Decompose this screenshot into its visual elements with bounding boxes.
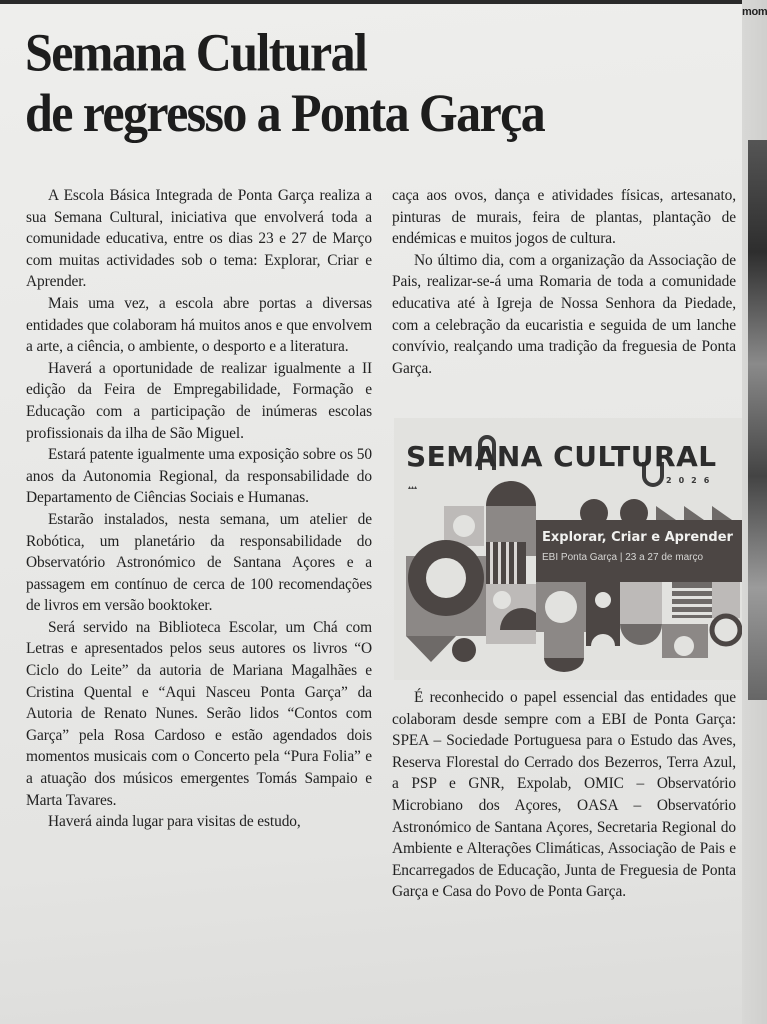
poster-title: SEMANA CULTURAL xyxy=(406,440,717,473)
paragraph: Haverá a oportunidade de realizar igualmente a II edição da Feira de Empregabilidade, Formação e Educação com a participação de inúmeras escolas profissionais da ilha de São Miguel. xyxy=(26,359,372,442)
paragraph: Será servido na Biblioteca Escolar, um Chá com Letras e apresentados pelos seus autores os livros “O Ciclo do Leite” da autoria de Mariana Magalhães e Cristina Quental e “Aqui Nasceu Ponta Garça” da Autoria de Renato Nunes. Serão lidos “Contos com Garça” pela Rosa Cardoso e estão agendados dois momentos musicais com o Concerto pela “Pura Folia” e a atuação dos músicos emergentes Tomás Sampaio e Marta Tavares. xyxy=(26,618,372,809)
adjacent-page-photo xyxy=(748,140,767,700)
adjacent-page-text-snippet: mom xyxy=(742,6,767,18)
poster-details: EBI Ponta Garça | 23 a 27 de março xyxy=(542,552,704,563)
paragraph: Estarão instalados, nesta semana, um atelier de Robótica, um planetário da responsabilidade do Observatório Astronómico de Santana Açores e a passagem em contínuo de cerca de 100 recomendações de livros em versão booktoker. xyxy=(26,510,372,615)
event-poster-image xyxy=(394,418,744,680)
paragraph: No último dia, com a organização da Associação de Pais, realizar-se-á uma Romaria de toda a comunidade educativa até à Igreja de Nossa Senhora da Piedade, com a celebração da eucaristia e seguida de um lanche convívio, realçando uma tradição da freguesia de Ponta Garça. xyxy=(392,251,736,377)
paragraph: É reconhecido o papel essencial das entidades que colaboram desde sempre com a EBI de Ponta Garça: SPEA – Sociedade Portuguesa para o Estudo das Aves, Reserva Florestal do Cerrado dos Bezerros, Terra Azul, a PSP e GNR, Expolab, OMIC – Observatório Microbiano dos Açores, OASA – Observatório Astronómico de Santana Açores, Secretaria Regional do Ambiente e Alterações Climáticas, Associação de Pais e Encarregados de Educação, Junta de Freguesia de Ponta Garça e Casa do Povo de Ponta Garça. xyxy=(392,689,736,901)
paragraph: Mais uma vez, a escola abre portas a diversas entidades que colaboram há muitos anos e que envolvem a arte, a ciência, o ambiente, o desporto e a literatura. xyxy=(26,294,372,356)
article-column-right-top xyxy=(392,185,736,379)
headline-line-2: de regresso a Ponta Garça xyxy=(25,82,545,143)
headline-line-1: Semana Cultural xyxy=(25,22,367,83)
poster-tagline: Explorar, Criar e Aprender xyxy=(542,530,733,545)
newspaper-page xyxy=(0,4,742,1024)
poster-year: 2026 xyxy=(666,476,717,485)
article-column-right-bottom xyxy=(392,687,736,903)
paragraph: Haverá ainda lugar para visitas de estudo, xyxy=(48,813,301,831)
paragraph: A Escola Básica Integrada de Ponta Garça realiza a sua Semana Cultural, iniciativa que envolverá toda a comunidade educativa, entre os dias 23 e 27 de Março com muitas actividades sob o tema: Explorar, Criar e Aprender. xyxy=(26,187,372,291)
article-headline xyxy=(25,22,725,143)
paragraph-continued: caça aos ovos, dança e atividades físicas, artesanato, pinturas de murais, feira de plantas, plantação de endémicas e muitos jogos de cultura. xyxy=(392,187,736,248)
article-column-left xyxy=(26,185,372,833)
poster-logo-mark: ▴▴▴ xyxy=(408,484,418,491)
paragraph: Estará patente igualmente uma exposição sobre os 50 anos da Autonomia Regional, da responsabilidade do Departamento de Ciências Sociais e Humanas. xyxy=(26,446,372,507)
adjacent-page-edge xyxy=(742,0,767,1024)
